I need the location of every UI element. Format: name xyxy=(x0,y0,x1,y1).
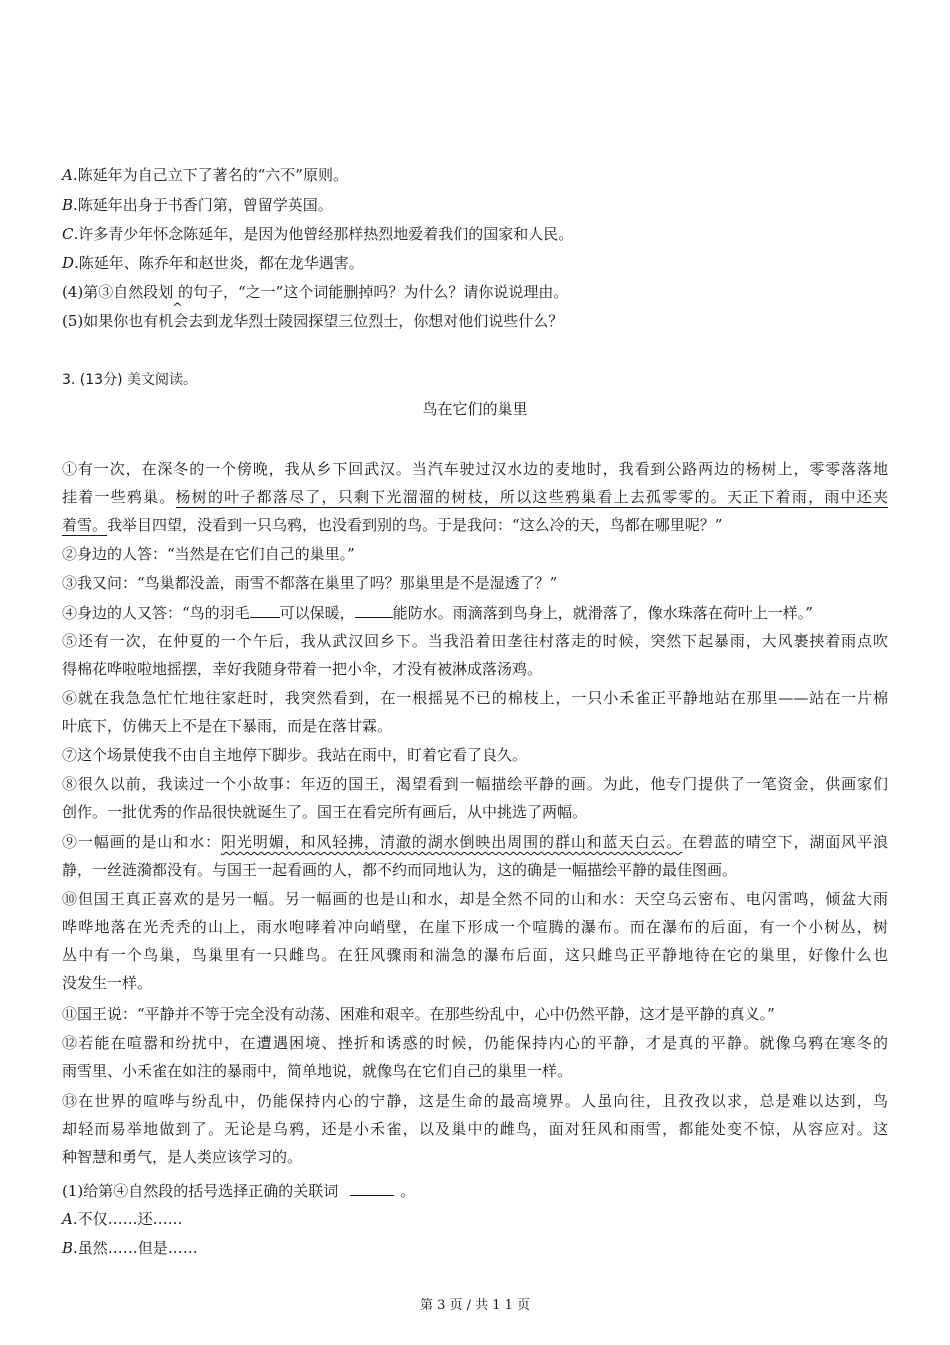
option-text: .陈延年、陈乔年和赵世炎，都在龙华遇害。 xyxy=(74,254,364,272)
wavy-underlined-sentence: 阳光明媚，和风轻拂，清澈的湖水倒映出周围的群山和蓝天白云。 xyxy=(221,833,683,851)
text-segment: 我举目四望，没看到一只乌鸦，也没看到别的鸟。于是我问：“这么冷的天，鸟都在哪里呢？” xyxy=(107,516,723,534)
text-segment: 在碧蓝的晴空下，湖面风平浪 xyxy=(682,833,888,851)
page-footer: 第 3 页 / 共 1 1 页 xyxy=(419,1298,531,1313)
section-header: 3. (13分) 美文阅读。 xyxy=(62,372,197,388)
paragraph-line: ⑧很久以前，我读过一个小故事：年迈的国王，渴望看到一幅描绘平静的画。为此，他专门提供了一笔资金，供画家们 xyxy=(62,775,888,793)
option-text: .陈延年为自己立下了著名的“六不”原则。 xyxy=(72,166,348,184)
option-letter: B xyxy=(62,1239,74,1257)
option-b xyxy=(62,194,333,216)
paragraph-line: ⑦这个场景使我不由自主地停下脚步。我站在雨中，盯着它看了良久。 xyxy=(62,746,528,764)
paragraph-line: 丛中有一个鸟巢，鸟巢里有一只雌鸟。在狂风骤雨和湍急的瀑布后面，这只雌鸟正平静地待在它的巢里，好像什么也 xyxy=(62,946,888,964)
answer-blank[interactable] xyxy=(250,601,280,618)
question-4: (4)第③自然段划 的句子，“之一”这个词能删掉吗？为什么？请你说说理由。 xyxy=(62,283,569,301)
paragraph-line xyxy=(62,514,888,536)
paragraph-line: ⑫若能在喧嚣和纷扰中，在遭遇困境、挫折和诱惑的时候，仍能保持内心的平静，才是真的平静。就像乌鸦在寒冬的 xyxy=(62,1034,888,1052)
text-segment: 可以保暖， xyxy=(279,604,355,622)
text-segment: 挂着一些鸦巢。 xyxy=(62,488,176,506)
paragraph-line: 雨雪里、小禾雀在如注的暴雨中，简单地说，就像鸟在它们自己的巢里一样。 xyxy=(62,1062,573,1080)
paragraph-line: ⑥就在我急急忙忙地往家赶时，我突然看到，在一根摇晃不已的棉枝上，一只小禾雀正平静地站在那里——站在一片棉 xyxy=(62,689,888,707)
paragraph-line: 哗哗地落在光秃秃的山上，雨水咆哮着冲向峭壁，在崖下形成一个喧腾的瀑布。而在瀑布的后面，有一个小树丛，树 xyxy=(62,918,888,936)
option-letter: D xyxy=(62,254,75,272)
paragraph-line: ⑩但国王真正喜欢的是另一幅。另一幅画的也是山和水，却是全然不同的山和水：天空乌云密布、电闪雷鸣，倾盆大雨 xyxy=(62,890,888,908)
option-letter: B xyxy=(62,196,74,214)
text-segment: ④身边的人又答：“鸟的羽毛 xyxy=(62,604,250,622)
paragraph-line xyxy=(62,831,888,853)
option-text: .许多青少年怀念陈延年，是因为他曾经那样热烈地爱着我们的国家和人民。 xyxy=(73,225,574,243)
paragraph-line: ②身边的人答：“当然是在它们自己的巢里。” xyxy=(62,545,355,563)
answer-blank[interactable] xyxy=(350,1179,394,1196)
question-5: (5)如果你也有机会去到龙华烈士陵园探望三位烈士，你想对他们说些什么？ xyxy=(62,312,564,330)
question-stem: (1)给第④自然段的括号选择正确的关联词 xyxy=(62,1182,339,1200)
paragraph-line: 却轻而易举地做到了。无论是乌鸦，还是小禾雀，以及巢中的雌鸟，面对狂风和雨雪，都能处变不惊，从容应对。这 xyxy=(62,1120,888,1138)
caret-mark: ^ xyxy=(172,301,183,316)
question-end: 。 xyxy=(400,1182,416,1200)
text-segment: 能防水。雨滴落到鸟身上，就滑落了，像水珠落在荷叶上一样。” xyxy=(392,604,813,622)
paragraph-line: ⑤还有一次，在仲夏的一个午后，我从武汉回乡下。当我沿着田垄往村落走的时候，突然下起暴雨，大风裹挟着雨点吹 xyxy=(62,632,888,650)
option-d xyxy=(62,252,364,274)
paragraph-line: ⑪国王说：“平静并不等于完全没有动荡、困难和艰辛。在那些纷乱中，心中仍然平静，这才是平静的真义。” xyxy=(62,1005,775,1023)
paragraph-line xyxy=(62,486,888,508)
q1-option-a xyxy=(62,1208,183,1230)
option-a xyxy=(62,164,348,186)
paragraph-line: 静，一丝涟漪都没有。与国王一起看画的人，都不约而同地认为，这的确是一幅描绘平静的最佳图画。 xyxy=(62,861,738,879)
option-c xyxy=(62,223,573,245)
article-title: 鸟在它们的巢里 xyxy=(422,400,528,418)
option-letter: A xyxy=(62,166,73,184)
text-segment: ⑨一幅画的是山和水： xyxy=(62,833,222,851)
paragraph-line xyxy=(62,601,813,623)
option-letter: C xyxy=(62,225,74,243)
option-letter: A xyxy=(62,1210,73,1228)
answer-blank[interactable] xyxy=(355,601,393,618)
option-text: .不仅……还…… xyxy=(72,1210,183,1228)
paragraph-line: 没发生一样。 xyxy=(62,974,153,992)
paragraph-line: 创作。一批优秀的作品很快就诞生了。国王在看完所有画后，从中挑选了两幅。 xyxy=(62,803,588,821)
paragraph-line: 叶底下，仿佛天上不是在下暴雨，而是在落甘霖。 xyxy=(62,717,393,735)
paragraph-line: ③我又问：“鸟巢都没盖，雨雪不都落在巢里了吗？那巢里是不是湿透了？” xyxy=(62,574,558,592)
q1-option-b xyxy=(62,1237,198,1259)
paragraph-line: ⑬在世界的喧哗与纷乱中，仍能保持内心的宁静，这是生命的最高境界。人虽向往，且孜孜以求，总是难以达到，鸟 xyxy=(62,1092,888,1110)
option-text: .陈延年出身于书香门第，曾留学英国。 xyxy=(73,196,333,214)
underlined-sentence: 着雪。 xyxy=(62,516,108,534)
paragraph-line: 得棉花哗啦啦地摇摆，幸好我随身带着一把小伞，才没有被淋成落汤鸡。 xyxy=(62,660,543,678)
option-text: .虽然……但是…… xyxy=(73,1239,198,1257)
question-1 xyxy=(62,1179,415,1201)
paragraph-line: 种智慧和勇气，是人类应该学习的。 xyxy=(62,1148,303,1166)
underlined-sentence: 杨树的叶子都落尽了，只剩下光溜溜的树枝，所以这些鸦巢看上去孤零零的。天正下着雨，雨中还夹 xyxy=(175,488,888,506)
paragraph-line: ①有一次，在深冬的一个傍晚，我从乡下回武汉。当汽车驶过汉水边的麦地时，我看到公路两边的杨树上，零零落落地 xyxy=(62,460,888,478)
